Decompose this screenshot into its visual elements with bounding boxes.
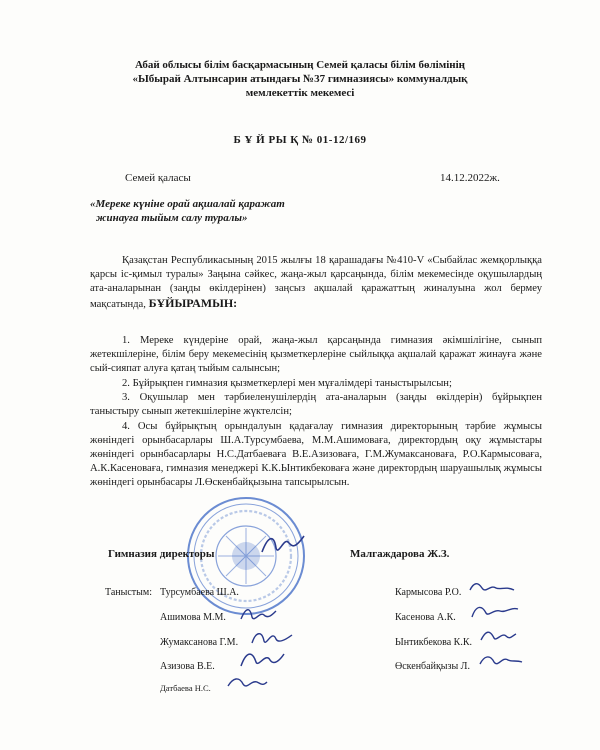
signature-scribble-6 (470, 601, 520, 623)
ack-left-2: Ашимова М.М. (160, 612, 226, 623)
ack-left-5: Датбаева Н.С. (160, 683, 211, 693)
ack-left-1: Турсумбаева Ш.А. (160, 587, 239, 598)
ack-right-3: Ынтикбекова К.К. (395, 637, 473, 648)
organization-header (60, 58, 540, 100)
ack-right-2: Касенова А.К. (395, 612, 456, 623)
order-item-4: 4. Осы бұйрықтың орындалуын қадағалау гимназия директорының тәрбие жұмысы жөніндегі орынбасарлары Ш.А.Турсумбаева, М.М.Ашимоваға, директордың оқу жұмыстары жөніндегі орынбасарлары Н.С.Датбаеваға В.Е.Азизоваға, Г.М.Жумаксановаға, Р.О.Кармысоваға, А.К.Касеноваға, гимназия менеджері К.К.Ынтикбековаға және директордың шаруашылық жұмысы жөніндегі орынбасары Л.Өскенбайқызына тапсырылсын. (90, 421, 542, 488)
ack-left-4: Азизова В.Е. (160, 661, 215, 672)
acknowledged-label: Таныстым: (105, 587, 153, 598)
director-name: Малгаждарова Ж.З. (350, 548, 450, 560)
order-word: БҰЙЫРАМЫН: (148, 296, 238, 310)
order-date: 14.12.2022ж. (440, 172, 500, 184)
director-title: Гимназия директоры (108, 548, 215, 560)
order-subject (90, 197, 350, 225)
director-signature (258, 530, 308, 560)
order-item-2: 2. Бұйрықпен гимназия қызметкерлері мен мұғалімдері таныстырылсын; (122, 378, 452, 389)
signature-scribble-2 (250, 627, 294, 649)
order-item-3: 3. Оқушылар мен тәрбиеленушілердің ата-аналарын (заңды өкілдерін) бұйрықпен таныстыру сынып жетекшілеріне жүктелсін; (90, 392, 542, 417)
ack-right-1: Кармысова Р.О. (395, 587, 462, 598)
signature-scribble-3 (238, 648, 286, 672)
signature-scribble-8 (478, 650, 524, 672)
subject-line-2: жинауға тыйым салу туралы» (96, 212, 248, 224)
subject-line-1: «Мереке күніне орай ақшалай қаражат (90, 198, 285, 210)
header-line-3: мемлекеттік мекемесі (245, 87, 355, 99)
ack-left-3: Жумаксанова Г.М. (160, 637, 239, 648)
intro-paragraph (90, 254, 542, 312)
signature-scribble-7 (478, 626, 518, 646)
header-line-1: Абай облысы білім басқармасының Семей қаласы білім бөлімінің (134, 59, 466, 71)
header-line-2: «Ыбырай Алтынсарин атындағы №37 гимназиясы» коммуналдық (132, 73, 468, 85)
signature-scribble-4 (225, 672, 269, 692)
signature-scribble-5 (468, 578, 516, 600)
city: Семей қаласы (125, 172, 191, 184)
order-item-1: 1. Мереке күндеріне орай, жаңа-жыл қарсаңында гимназия әкімшілігіне, сынып жетекшілеріне, білім беру мекемесінің қызметкерлеріне сыйлыққа ақшалай қаражат жинауға және сый-сияпат алуға қатаң тыйым салынсын; (90, 335, 542, 374)
signature-scribble-1 (238, 605, 278, 625)
ack-right-4: Өскенбайқызы Л. (395, 661, 470, 672)
order-number: Б Ұ Й РЫ Қ № 01-12/169 (233, 134, 367, 146)
intro-text: Қазақстан Республикасының 2015 жылғы 18 қарашадағы №410-V «Сыбайлас жемқорлыққа қарсы іс-қимыл туралы» Заңына сәйкес, жаңа-жыл қарсаңында, білім мекемесінде оқушылардың ата-аналарынан (заңды өкілдерінен) заңсыз ақшалай қаражаттың жиналуына жол бермеу мақсатында, (90, 255, 542, 310)
